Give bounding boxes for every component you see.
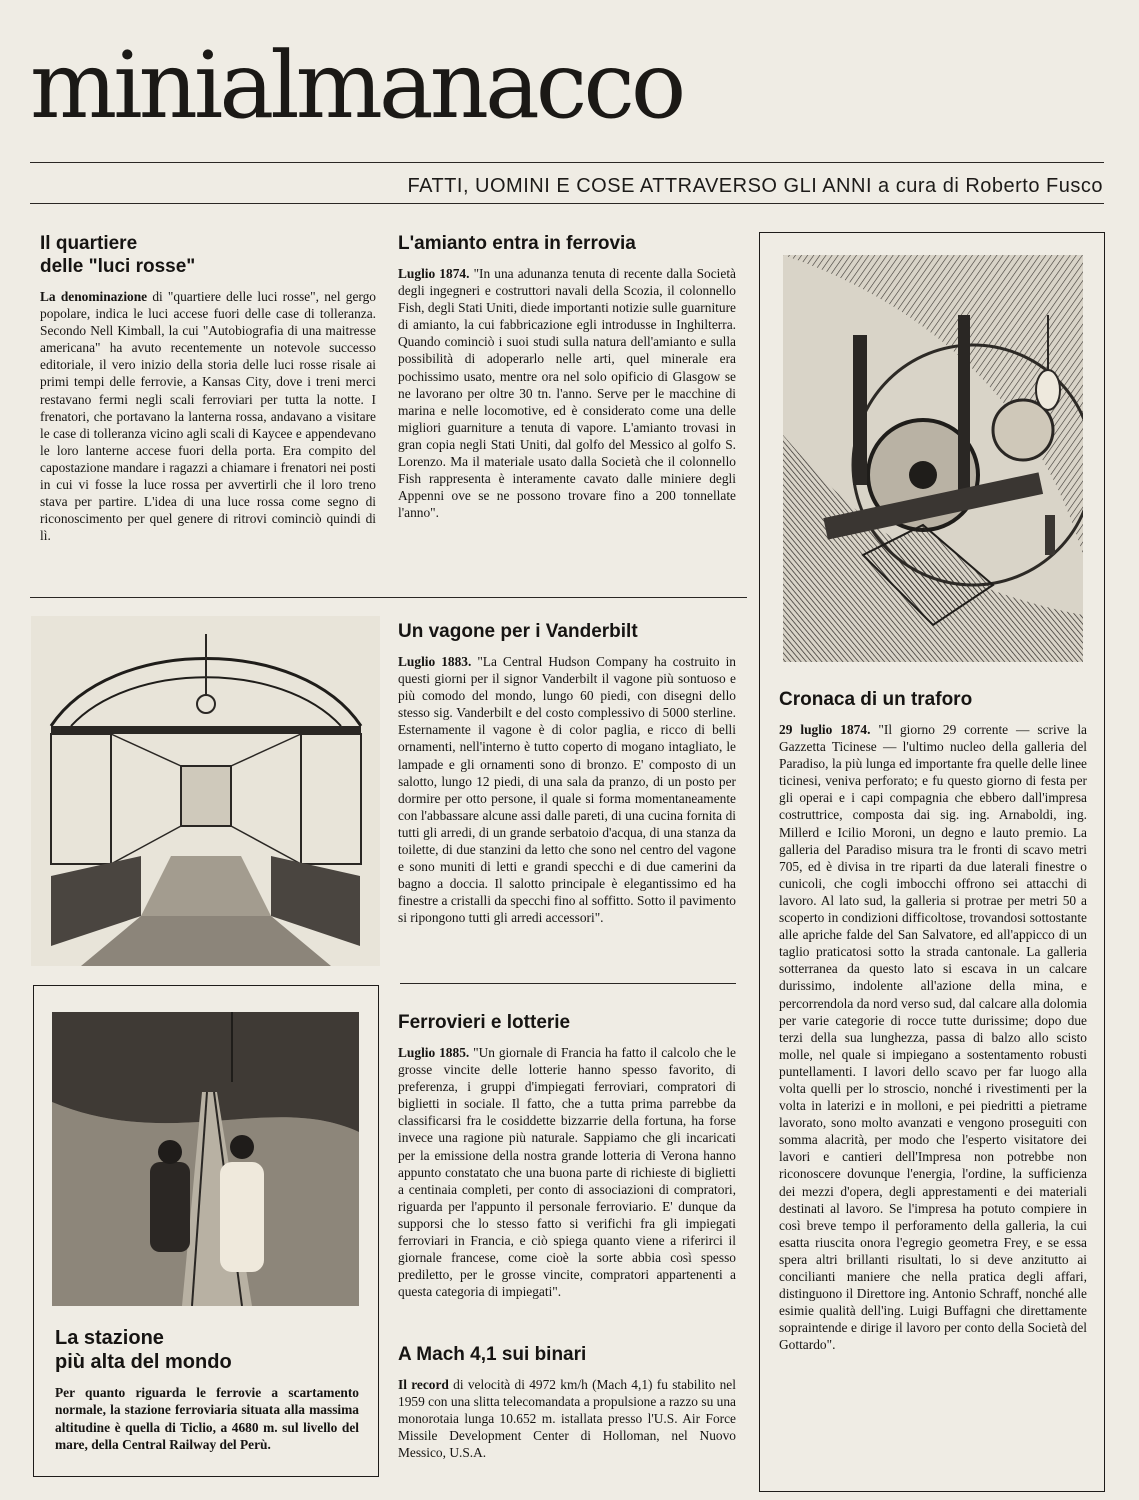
masthead-rule-bottom [30,203,1104,204]
article-mach-lead: Il record [398,1377,449,1392]
masthead-rule-top [30,162,1104,163]
article-quartiere-lead: La denominazione [40,289,148,304]
article-traforo-lead: 29 luglio 1874. [779,722,871,737]
article-stazione-title-line1: La stazione [55,1327,164,1349]
article-quartiere [40,232,376,544]
article-amianto-lead: Luglio 1874. [398,266,470,281]
article-lotterie-text: "Un giornale di Francia ha fatto il calcolo che le grosse vincite delle lotterie hanno spesso favorito, di preferenza, i gruppi d'impiegati ferroviari, compratori di biglietti in sociale. Il fatto, che a tutta prima parrebbe da classificarsi fra le cosiddette bizzarrie della fortuna, ha forse invece una ragione più naturale. Sappiamo che gli incaricati per la emissione della nostra grande lotteria di Verona hanno appunto constatato che una buona parte di richieste di biglietti a centinaia completi, per conto di associazioni di compratori, riguarda per l'appunto il personale ferroviario. E' dunque da supporsi che lo stesso fatto si verifichi fra gli impiegati ferroviari in Francia, e ciò spiega quanto viene a riferirci il giornale francese, come cioè la sorte abbia così spesso prediletto, per le grosse vincite, compratori appartenenti a questa categoria di impiegati". [398,1045,736,1300]
article-mach-body [398,1376,736,1461]
masthead-subtitle: FATTI, UOMINI E COSE ATTRAVERSO GLI ANNI a cura di Roberto Fusco [407,175,1103,197]
article-stazione-title [55,1326,359,1374]
article-amianto-text: "In una adunanza tenuta di recente dalla Società degli ingegneri e costruttori navali della Scozia, il colonnello Fish, degli Stati Uniti, diede importanti notizie sulle guarniture di amianto, la cui fabbricazione egli introdusse in Inghilterra. Quando cominciò i suoi studi sulla natura dell'amianto e sulla possibilità di adoperarlo nelle arti, quel minerale era pochissimo usato, mentre ora nel solo opificio di Glasgow se ne lavorano per oltre 30 tn. l'anno. Serve per le macchine di marina e nelle locomotive, ed è considerato come una delle migliori guarniture a tenuta di vapore. L'amianto trovasi in gran copia negli Stati Uniti, dal golfo del Messico al golfo S. Lorenzo. Ma il materiale usato dalla Società che il colonnello Fish rappresenta è interamente cavato dalle miniere degli Appenni ove se ne possono trovare fino a 200 tonnellate l'anno". [398,266,736,521]
section-divider [30,597,747,598]
article-vagone [398,620,736,927]
article-amianto [398,232,736,521]
article-traforo-body [779,721,1087,1353]
tunnel-drill-engraving [783,255,1083,662]
article-lotterie-lead: Luglio 1885. [398,1045,470,1060]
article-mach-title: A Mach 4,1 sui binari [398,1344,587,1365]
article-quartiere-body [40,288,376,544]
article-vagone-lead: Luglio 1883. [398,654,472,669]
article-quartiere-text: di "quartiere delle luci rosse", nel gergo popolare, indica le luci accese fuori delle case di tolleranza. Secondo Nell Kimball, la cui "Autobiografia di una maitresse americana" ha avuto recentemente un notevole successo editoriale, il vero inizio della storia delle luci rosse risale ai primi tempi delle ferrovie, a Kansas City, dove i treni merci restavano fermi negli scali ferroviari per tutta la notte. I frenatori, che portavano la lanterna rossa, andavano a visitare le case di tolleranza vicino agli scali di Kaycee e appendevano le loro lanterne accese fuori della porta. Era compito del capostazione mandare i ragazzi a chiamare i frenatori nei posti in cui vi fosse la luce rossa per avvertirli che il loro treno stava per partire. L'idea di una luce rossa come segno di riconoscimento per quel genere di ritrovi cominciò quindi di lì. [40,289,376,544]
article-traforo-title: Cronaca di un traforo [779,689,973,710]
article-amianto-title: L'amianto entra in ferrovia [398,233,636,254]
article-stazione [55,1326,359,1454]
article-mach-text: di velocità di 4972 km/h (Mach 4,1) fu stabilito nel 1959 con una slitta telecomandata a propulsione a razzo su una monorotaia lunga 10.652 m. istallata presso l'U.S. Air Force Missile Development Center di Holloman, nel Nuovo Messico, U.S.A. [398,1377,736,1461]
railcar-interior-engraving [31,616,380,966]
article-lotterie-title: Ferrovieri e lotterie [398,1012,571,1033]
article-stazione-title-line2: più alta del mondo [55,1351,232,1373]
masthead-title: minialmanacco [30,32,683,139]
article-traforo-text: "Il giorno 29 corrente — scrive la Gazzetta Ticinese — l'ultimo nucleo della galleria del Paradiso, la più lunga ed importante fra quelle delle linee ticinesi, veniva perforato; e fu questo giorno di festa per gli operai e i capi compagnia che ebbero dall'impresa costruttrice, composta dai sig. ing. Arnaboldi, ing. Millerd e Icilio Moroni, un degno e lauto premio. La galleria del Paradiso misura tra le fronti di scavo metri 705, ed è divisa in tre riparti da due laterali finestre o cunicoli, che cogli imbocchi offrono sei attacchi di lavoro. Al lato sud, la galleria si protrae per metri 50 a scoperto in condizioni difficoltose, trovandosi sottostante alle apriche falde del San Salvatore, ed all'appicco di un taglio praticatosi sotto la strada cantonale. La galleria sotterranea da questo lato si escava in un calcare durissimo, indolente all'azione della mina, e percorrendola da nord verso sud, dal calcare alla dolomia per varie categorie di rocce tutte durissime; dopo due terzi della sua lunghezza, passa di balzo allo scisto molle, nel quale si impiegano a sostentamento robusti puntellamenti. I lavori dello scavo per far luogo alla volta quelli per lo stroscio, nonché i rivestimenti per la volta in laterizi e in molloni, e pei piedritti a pietrame lavorato, sono molto avanzati e vengono proseguiti con somma alacrità, per modo che l'esperto visitatore dei lavori e cantieri dell'Impresa non potrebbe non riconoscere dovunque l'energia, l'ordine, la sufficienza dei mezzi d'opera, degli apprestamenti e dei materiali destinati al lavoro. Se l'impresa ha potuto compiere in così breve tempo il perforamento della galleria, la cui esatta riuscita onora l'egregio geometra Frey, e se essa spera altri brillanti risultati, lo si deve anzitutto ai concilianti maniere che nella pratica degli affari, distinguono il Direttore ing. Antonio Schraff, nonché alle esimie qualità dell'ing. Luigi Buffagni che direttamente sopraintende e dirige il lavoro per conto della Società del Gottardo". [779,722,1087,1353]
article-vagone-title: Un vagone per i Vanderbilt [398,621,638,642]
article-quartiere-title-line2: delle "luci rosse" [40,256,196,277]
article-lotterie [398,1011,736,1300]
article-quartiere-title [40,232,376,278]
article-vagone-text: "La Central Hudson Company ha costruito in questi giorni per il signor Vanderbilt il vagone più sontuoso e più comodo del mondo, lungo 60 piedi, con disegni dello stesso sig. Vanderbilt e del costo complessivo di 5000 sterline. Esternamente il vagone è di color paglia, e ricco di belli ornamenti, nell'interno è tutto coperto di mogano intagliato, le lampade e gli ornamenti sono di bronzo. E' composto di un salotto, lungo 12 piedi, di una sala da pranzo, di un posto per dormire per otto persone, il quale si forma momentaneamente con l'abbassare alcune assi dalle pareti, di una cucina fornita di tutti gli arredi, di un grande serbatoio d'acqua, di una stanza da toilette, di due stanzini da letto che sono nel centro del vagone e sono muniti di letti e grandi specchi e di due camerini da bagno a doccia. Il salotto principale è elegantissimo ed ha finestre a cristalli da specchi fino al soffitto. Sotto il pavimento si ripongono tutti gli arredi accessori". [398,654,736,926]
article-traforo [779,688,1087,1353]
article-amianto-body [398,265,736,521]
article-lotterie-body [398,1044,736,1300]
article-mach [398,1343,736,1461]
article-quartiere-title-line1: Il quartiere [40,233,138,254]
section-divider-2 [400,983,736,984]
andes-railway-photo [52,1012,359,1306]
article-stazione-body: Per quanto riguarda le ferrovie a scartamento normale, la stazione ferroviaria situata alla massima altitudine è quella di Ticlio, a 4680 m. sul livello del mare, della Central Railway del Perù. [55,1385,359,1453]
article-vagone-body [398,653,736,927]
